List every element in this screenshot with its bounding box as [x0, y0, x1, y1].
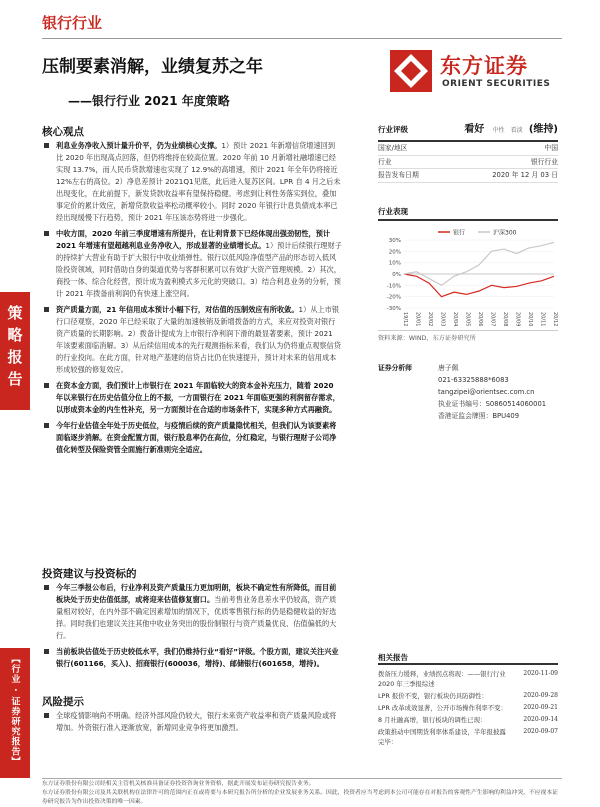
x-tick-label: 20/02	[427, 312, 433, 327]
list-item[interactable]: LPR 改革成效显著，公开市场操作利率不变： 2020-09-21	[378, 704, 558, 712]
list-item: 资产质量方面，21 年信用成本预计小幅下行，对估值的压制效应有所收敛。1）从上市银行口径观察，2020 年已经采取了大量的加速核销及新增拨备的方式，来应对投资对银行资产质量的长期影响。2）拨备计提成为上市银行净利润下滑的最显著要素，预计 2021 年该要素面临消解。3）从后续信用成本的先行观测指标来看，我们认为仍将重点观察信贷的行业投向。在此方面，针对地产基建的信贷占比仍在快速提升，预计对未来的信用成本形成较强的修复效应。	[42, 304, 342, 376]
investment-list	[42, 582, 342, 674]
y-tick-label: 30%	[388, 238, 401, 244]
x-tick-label: 20/03	[439, 312, 446, 327]
rating-level: 中性	[492, 127, 505, 134]
table-row: 报告发布日期 2020 年 12 月 03 日	[378, 169, 558, 183]
report-title: 压制要素消解，业绩复苏之年	[42, 57, 263, 77]
list-item[interactable]: LPR 报价不变，银行板块仍具防御性： 2020-09-28	[378, 692, 558, 700]
related-reports	[378, 652, 558, 749]
x-tick-label: 20/06	[477, 312, 483, 327]
chart-source: 资料来源：WIND、东方证券研究所	[378, 330, 558, 342]
y-tick-label: 20%	[388, 249, 401, 256]
risk-list	[42, 710, 342, 734]
analyst-phone: 021-63325888*6083	[438, 376, 509, 384]
rating-maintain: (维持)	[528, 124, 558, 135]
industry-label: 银行行业	[42, 14, 103, 32]
disclaimer	[42, 780, 562, 807]
investment-heading: 投资建议与投资标的	[42, 568, 137, 580]
header-divider	[42, 38, 562, 39]
list-item[interactable]: 拨备压力缓释，业绩拐点将现：——银行行业 2020 年三季报综述 2020-11-09	[378, 670, 558, 688]
list-item: 今年行业估值全年处于历史低位，与疫情后续的资产质量隐忧相关，但我们认为该要素将面临逐步消解。在资金配置方面，银行股息率仍在高位，分红稳定，与银行理财子公司净值化转型及保险资管全面施行新准则完全适应。	[42, 420, 342, 456]
analyst-info	[378, 362, 558, 422]
footer-divider	[42, 778, 562, 779]
core-views-list	[42, 140, 342, 460]
x-tick-label: 20/05	[464, 312, 471, 327]
risk-heading: 风险提示	[42, 696, 84, 708]
disclaimer-line: 东方证券股份有限公司经相关主管机关核准具备证券投资咨询业务资格，据此开展发布证券研究报告业务。	[42, 781, 315, 787]
sidebar-char: 略	[7, 326, 23, 344]
list-item: 利息业务净收入预计量升价平，仍为业绩核心支撑。1）预计 2021 年新增信贷增速回到比 2020 年出现高点回落，但仍将维持在较高位置。2020 年前 10 月新增社融增速已经实现 13.7%，而人民币贷款增速也实现了 12.9%的高增速，预计 2021 年全年仍将接近 12%左右的高位。2）净息差预计 2021Q1见底，此后进入复苏区间。LPR 自 4 月之后未出现变化，在此前提下，新发贷款收益率有望保持稳健。考虑到让利性务落实到位，叠加事定价的累计效应，新增贷款收益率松动概率较小。同时 2020 年银行计息负债成本率已经出现缓慢下行趋势，预计 2021 年压该态势将进一步强化。	[42, 140, 342, 224]
x-tick-label: 20/11	[539, 312, 546, 327]
y-tick-label: 10%	[388, 260, 401, 267]
logo-mark-icon	[388, 48, 434, 94]
list-item: 今年三季报公布后，行业净利及资产质量压力更加明朗，板块不确定性有所降低，而目前板块处于历史估值低部，或将迎来估值修复窗口。当前考售业务息差水平仍较高，资产质量相对较好，在内外部不确定因素增加的情况下，优质零售银行标的仍是稳健收益的好选择。同时我们也建议关注其他中收业务突出的股份制银行与资产质量优良、估值偏低的大行。	[42, 582, 342, 642]
sidebar-category	[0, 648, 30, 778]
industry-performance-chart	[378, 226, 558, 344]
core-views-heading: 核心观点	[42, 126, 84, 138]
y-tick-label: -10%	[386, 283, 401, 290]
x-tick-label: 20/12	[552, 312, 558, 327]
list-item: 当前板块估值处于历史较低水平，我们仍维持行业“看好”评级。个股方面，建议关注兴业银行(601166，买入)、招商银行(600036，增持)、邮储银行(601658，增持)。	[42, 646, 342, 670]
list-item: 全球疫情影响尚不明确。经济外部风险仍较大，银行未来资产收益率和资产质量风险或将增加。外资银行准入逐渐放宽，新增同业竞争将更加激烈。	[42, 710, 342, 734]
x-tick-label: 20/01	[414, 312, 421, 327]
rating-table	[378, 120, 558, 183]
analyst-hk-license: 香港证监会牌照：BPU409	[438, 412, 520, 420]
x-tick-label: 20/04	[452, 312, 458, 327]
list-item: 在资本金方面，我们预计上市银行在 2021 年面临较大的资本金补充压力，随着 2020 年以来银行在历史估值分位上的不振，一方面银行在 2021 年面临更强的利润留存需求，以形成资本金的内生性补充，另一方面预计在合适的市场条件下，实现多种方式再融资。	[42, 380, 342, 416]
list-item[interactable]: 8 月社融高增，银行板块的调性已现： 2020-09-14	[378, 716, 558, 724]
analyst-name: 唐子佩	[438, 364, 459, 372]
table-row: 行业 银行行业	[378, 156, 558, 170]
company-logo	[388, 48, 573, 96]
x-tick-label: 20/09	[514, 312, 521, 327]
sidebar-category-text: 【行业 · 证券研究报告】	[9, 654, 20, 767]
x-tick-label: 20/08	[502, 312, 508, 327]
rating-level: 看淡	[510, 127, 523, 134]
report-subtitle: ——银行行业 2021 年度策略	[68, 94, 230, 108]
sidebar-report-type	[0, 292, 30, 410]
analyst-license: 执业证书编号：S0860514060001	[438, 400, 547, 408]
logo-cn-text: 东方证券	[440, 54, 528, 78]
y-tick-label: -20%	[386, 294, 401, 301]
related-heading: 相关报告	[378, 652, 558, 665]
rating-value: 看好	[464, 124, 485, 135]
list-item: 中收方面，2020 年前三季度增速有所提升，在让利背景下已经体现出强劲韧性，预计 2021 年增速有望超越利息业务净收入，形成显著的业绩增长点。1）预计后续银行理财子的持续扩大营业有助于扩大银行中收业绩弹性。银行以低风险净值型产品的形态切入低风险投资领域，同时借助自身的渠道优势与客群积累可以有效扩大资产管理规模。2）其次，商投一体、综合化经营，预计成为盈利模式多元化的突破口。3）结合利息业务的分析，预计 2021 年拨备前利润仍有快速上涨空间。	[42, 228, 342, 300]
analyst-title: 证券分析师	[378, 364, 412, 372]
sidebar-char: 策	[7, 304, 23, 322]
y-tick-label: -30%	[386, 306, 401, 312]
legend-label: 沪深300	[493, 229, 517, 237]
sidebar-char: 告	[7, 370, 23, 388]
x-tick-label: 19/12	[402, 312, 408, 327]
list-item[interactable]: 政策推动中国期货利率体系建设，半年报披露完毕： 2020-09-07	[378, 728, 558, 746]
disclaimer-line: 东方证券股份有限公司及其关联机构在法律许可的范围内正在或将要与本研究报告所分析的企业发展业务关系。因此，投资者应当考虑到本公司可能存在对报告的客观性产生影响的利益冲突，不应视本证券研究报告为作出投资决策的唯一因素。	[42, 790, 558, 805]
x-tick-label: 20/07	[489, 312, 496, 327]
chart-title: 行业表现	[378, 206, 558, 221]
y-tick-label: 0%	[392, 272, 401, 278]
logo-en-text: ORIENT SECURITIES	[442, 79, 551, 89]
sidebar-char: 报	[7, 348, 23, 366]
table-row: 国家/地区 中国	[378, 142, 558, 156]
series-line-hs300	[404, 242, 554, 285]
analyst-email[interactable]: tangzipei@orientsec.com.cn	[438, 388, 535, 396]
legend-label: 银行	[453, 229, 466, 237]
x-tick-label: 20/10	[527, 312, 533, 327]
rating-label: 行业评级	[378, 125, 408, 134]
